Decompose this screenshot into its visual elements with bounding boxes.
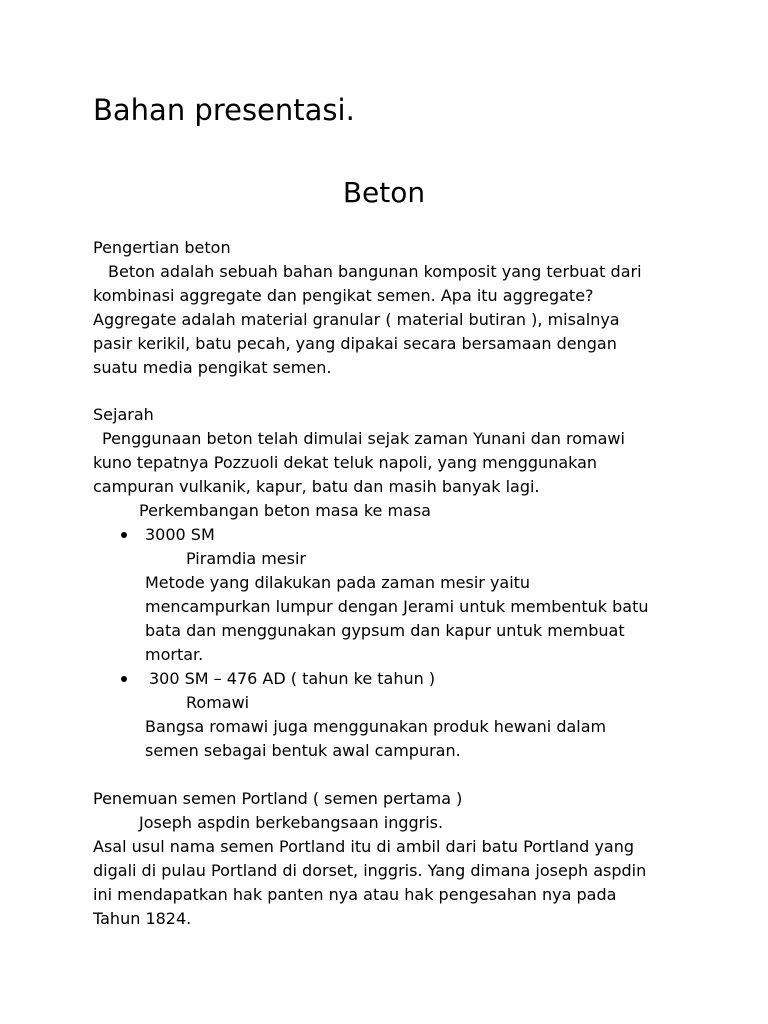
section-label-penemuan: Penemuan semen Portland ( semen pertama ) (93, 789, 463, 808)
paragraph-line: Beton adalah sebuah bahan bangunan komposit yang terbuat dari (108, 262, 642, 281)
subheading-perkembangan: Perkembangan beton masa ke masa (139, 501, 431, 520)
paragraph-line: Tahun 1824. (93, 909, 192, 928)
list-item-place: Romawi (186, 693, 250, 712)
list-item-line: mencampurkan lumpur dengan Jerami untuk membentuk batu (145, 597, 649, 616)
document-title: Bahan presentasi. (93, 93, 355, 127)
bullet-icon (121, 532, 127, 538)
paragraph-line: kuno tepatnya Pozzuoli dekat teluk napoli, yang menggunakan (93, 453, 598, 472)
list-item-period: 300 SM – 476 AD ( tahun ke tahun ) (149, 669, 436, 688)
list-item-line: bata dan menggunakan gypsum dan kapur untuk membuat (145, 621, 625, 640)
paragraph-line: ini mendapatkan hak panten nya atau hak pengesahan nya pada (93, 885, 617, 904)
paragraph-line: kombinasi aggregate dan pengikat semen. Apa itu aggregate? (93, 286, 594, 305)
list-item-period: 3000 SM (145, 525, 215, 544)
list-item-place: Piramdia mesir (186, 549, 306, 568)
paragraph-line: suatu media pengikat semen. (93, 358, 332, 377)
document-heading: Beton (342, 176, 426, 209)
paragraph-line: digali di pulau Portland di dorset, inggris. Yang dimana joseph aspdin (93, 861, 647, 880)
list-item-line: Metode yang dilakukan pada zaman mesir yaitu (145, 573, 531, 592)
paragraph-line: Asal usul nama semen Portland itu di ambil dari batu Portland yang (93, 837, 634, 856)
paragraph-line: pasir kerikil, batu pecah, yang dipakai secara bersamaan dengan (93, 334, 617, 353)
list-item-line: Bangsa romawi juga menggunakan produk hewani dalam (145, 717, 607, 736)
section-label-pengertian: Pengertian beton (93, 238, 231, 257)
list-item-line: semen sebagai bentuk awal campuran. (145, 741, 461, 760)
bullet-icon (121, 676, 127, 682)
paragraph-line: Penggunaan beton telah dimulai sejak zaman Yunani dan romawi (102, 429, 625, 448)
paragraph-line: Aggregate adalah material granular ( material butiran ), misalnya (93, 310, 620, 329)
list-item-line: mortar. (145, 645, 204, 664)
section-label-sejarah: Sejarah (93, 405, 154, 424)
paragraph-line: campuran vulkanik, kapur, batu dan masih banyak lagi. (93, 477, 540, 496)
inventor-line: Joseph aspdin berkebangsaan inggris. (139, 813, 444, 832)
